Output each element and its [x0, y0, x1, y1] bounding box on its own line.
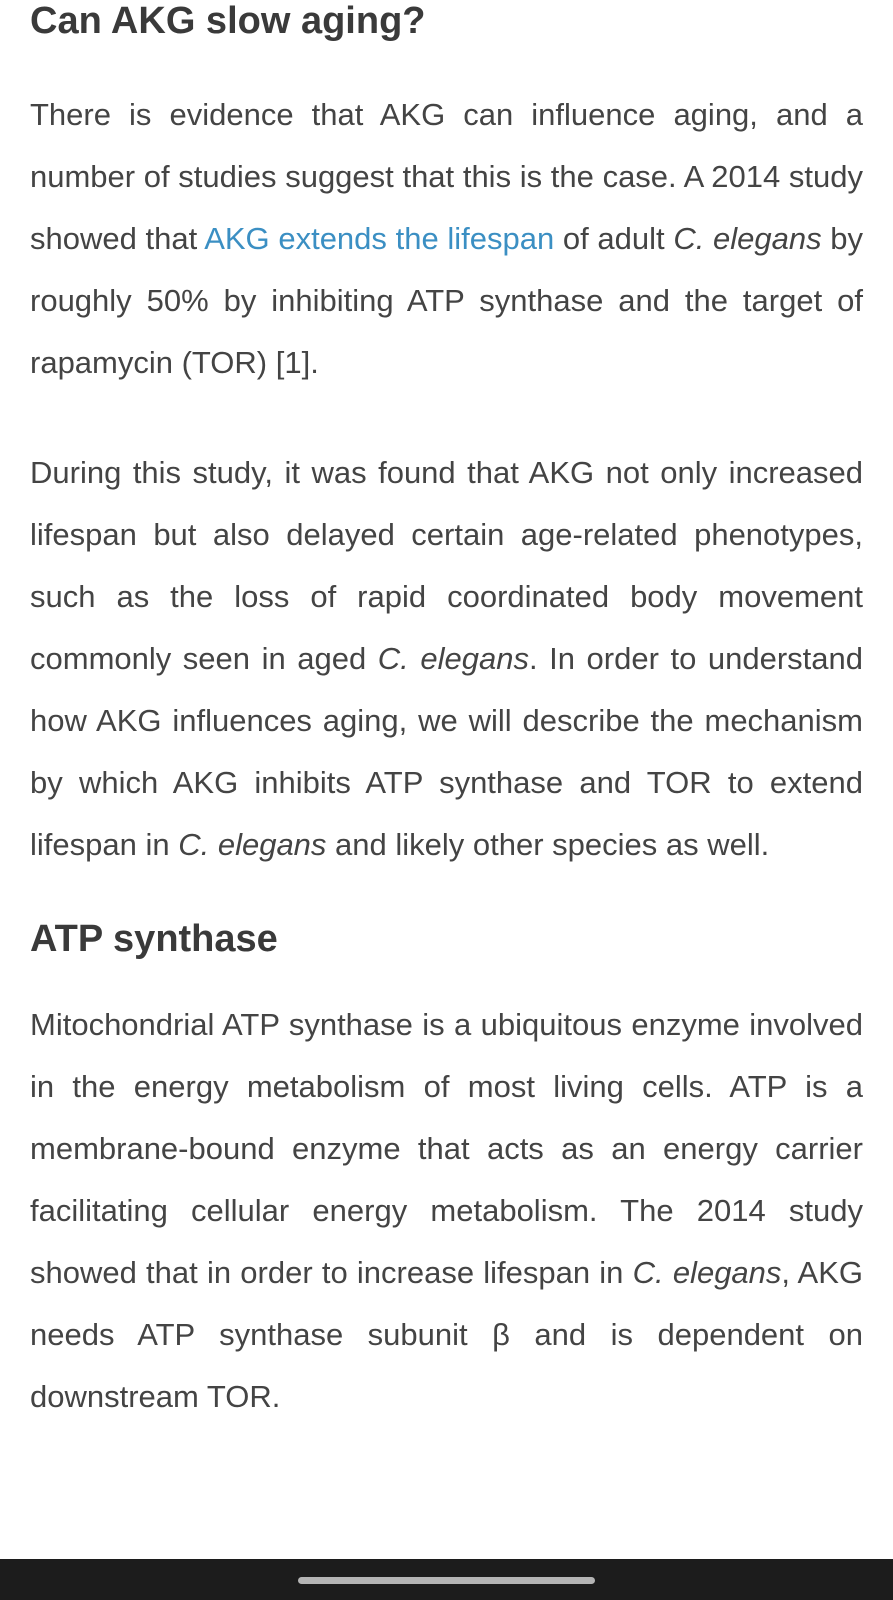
akg-lifespan-link[interactable]: AKG extends the lifespan	[204, 221, 555, 256]
article-body	[30, 0, 863, 1428]
species-name: C. elegans	[377, 641, 529, 676]
paragraph-text: During this study, it was found that AKG not only increased lifespan but also delayed certain age-related phenotypes, such as the loss of rapid coordinated body movement commonly seen in aged	[30, 455, 863, 676]
species-name: C. elegans	[178, 827, 327, 862]
paragraph-text: , AKG needs ATP synthase subunit β and is dependent on downstream TOR.	[30, 1255, 863, 1414]
species-name: C. elegans	[632, 1255, 782, 1290]
paragraph-text: There is evidence that AKG can influence aging, and a number of studies suggest that this is the case. A 2014 study showed that	[30, 97, 863, 256]
paragraph-study-findings	[30, 442, 863, 876]
paragraph-text: of adult	[554, 221, 674, 256]
paragraph-text: . In order to understand how AKG influences aging, we will describe the mechanism by which AKG inhibits ATP synthase and TOR to extend lifespan in	[30, 641, 863, 862]
paragraph-text: and likely other species as well.	[326, 827, 770, 862]
home-gesture-handle[interactable]	[298, 1577, 595, 1584]
section-heading-atp-synthase: ATP synthase	[30, 918, 278, 960]
section-heading-akg-aging: Can AKG slow aging?	[30, 0, 426, 42]
paragraph-text: Mitochondrial ATP synthase is a ubiquitous enzyme involved in the energy metabolism of most living cells. ATP is a membrane-bound enzyme that acts as an energy carrier facilitating cellular energy metabolism. The 2014 study showed that in order to increase lifespan in	[30, 1007, 863, 1290]
system-navigation-bar	[0, 1559, 893, 1600]
paragraph-atp-synthase	[30, 994, 863, 1428]
paragraph-text: by roughly 50% by inhibiting ATP synthase and the target of rapamycin (TOR) [1].	[30, 221, 863, 380]
species-name: C. elegans	[673, 221, 822, 256]
paragraph-evidence	[30, 84, 863, 394]
